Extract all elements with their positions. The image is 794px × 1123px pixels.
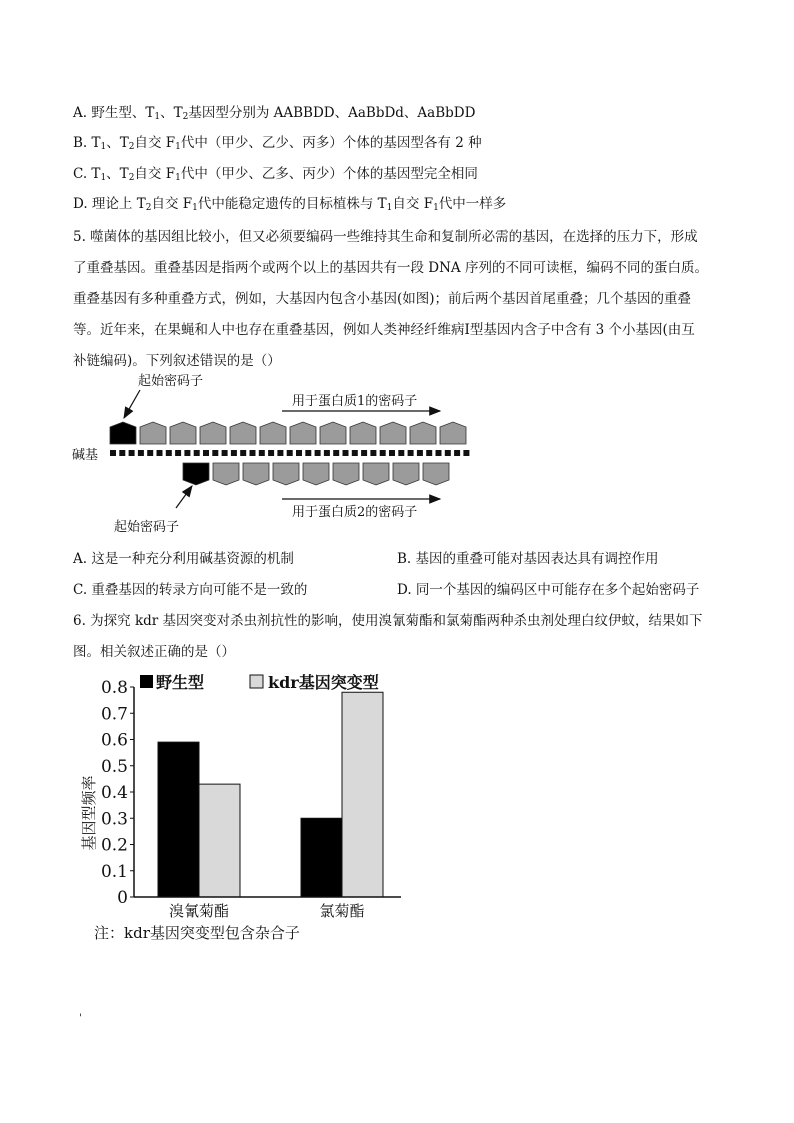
bottom-codon	[303, 463, 329, 485]
base-square	[380, 450, 386, 456]
y-tick-label: 0.4	[100, 783, 128, 803]
base-square	[426, 450, 432, 456]
q5-option-d: D. 同一个基因的编码区中可能存在多个起始密码子	[397, 582, 700, 598]
y-axis-ticks	[101, 678, 134, 908]
bar-kdr-mutant-1	[342, 692, 383, 897]
base-square	[408, 450, 414, 456]
bar-wild-type-1	[301, 818, 342, 897]
y-tick-label: 0.2	[100, 835, 128, 856]
q4-option-a: A. 野生型、$T_1$、$T_2$基因型分别为 AABBDD、AaBbDd、AaBbDD	[73, 105, 476, 122]
start-codon-top-label: 起始密码子	[138, 374, 204, 389]
footer-mark: '	[79, 1013, 82, 1024]
base-square	[166, 450, 172, 456]
y-tick-label: 0.7	[100, 704, 128, 725]
protein1-codon-label: 用于蛋白质1的密码子	[292, 394, 418, 409]
bar-wild-type-0	[158, 742, 199, 897]
base-square	[259, 450, 265, 456]
base-square	[445, 450, 451, 456]
start-codon-top-pointer	[124, 390, 140, 418]
q4-option-b: B. $T_1$、$T_2$自交 $F_1$代中（甲少、乙少、丙多）个体的基因型各有 2 种	[73, 135, 482, 152]
base-square	[333, 450, 339, 456]
top-codon	[440, 422, 466, 444]
chart-note: 注：kdr基因突变型包含杂合子	[94, 924, 300, 942]
base-square	[212, 450, 218, 456]
base-square	[147, 450, 153, 456]
top-codon	[230, 422, 256, 444]
base-square	[184, 450, 190, 456]
base-square	[296, 450, 302, 456]
x-category-label: 氯菊酯	[319, 902, 365, 920]
x-category-label: 溴氰菊酯	[168, 902, 230, 920]
top-start-codon	[110, 422, 136, 444]
base-square	[194, 450, 200, 456]
base-square	[203, 450, 209, 456]
bottom-codon	[393, 463, 419, 485]
y-axis-title: 基因型频率	[80, 775, 98, 851]
base-square	[222, 450, 228, 456]
q5-option-a: A. 这是一种充分利用碱基资源的机制	[73, 551, 294, 567]
bottom-codon	[213, 463, 239, 485]
protein2-codon-label: 用于蛋白质2的密码子	[292, 505, 418, 520]
bottom-codon	[243, 463, 269, 485]
base-square	[250, 450, 256, 456]
q5-stem-line-4: 等。近年来，在果蝇和人中也存在重叠基因，例如人类神经纤维病Ⅰ型基因内含子中含有 3 个小基因(由互	[73, 322, 695, 338]
base-square	[324, 450, 330, 456]
y-tick-label: 0.6	[100, 730, 128, 751]
bar-kdr-mutant-0	[199, 784, 240, 897]
bases-label: 碱基	[72, 448, 99, 463]
base-square	[157, 450, 163, 456]
top-codon	[350, 422, 376, 444]
base-square	[110, 450, 116, 456]
overlapping-gene-diagram	[70, 358, 480, 538]
q5-stem-line-5: 补链编码)。下列叙述错误的是（）	[73, 353, 281, 369]
base-row	[110, 450, 469, 456]
top-codon	[410, 422, 436, 444]
base-square	[454, 450, 460, 456]
y-tick-label: 0.3	[100, 809, 128, 830]
top-codon	[380, 422, 406, 444]
q6-stem-line-1: 6. 为探究 kdr 基因突变对杀虫剂抗性的影响，使用溴氰菊酯和氯菊酯两种杀虫剂处理白纹伊蚊，结果如下	[73, 613, 703, 629]
q5-option-b: B. 基因的重叠可能对基因表达具有调控作用	[397, 551, 659, 567]
start-codon-bottom-pointer	[176, 486, 192, 508]
base-square	[352, 450, 358, 456]
x-axis-labels	[169, 902, 365, 920]
q4-option-d: D. 理论上 $T_2$自交 $F_1$代中能稳定遗传的目标植株与 $T_1$自交 $F_1$代中一样多	[73, 196, 507, 213]
base-square	[315, 450, 321, 456]
base-square	[175, 450, 181, 456]
base-square	[277, 450, 283, 456]
top-codon	[140, 422, 166, 444]
base-square	[417, 450, 423, 456]
base-square	[119, 450, 125, 456]
y-tick-label: 0	[117, 888, 128, 908]
bottom-codon	[273, 463, 299, 485]
top-codon	[170, 422, 196, 444]
chart-legend	[140, 673, 379, 692]
protein1-codon-row	[110, 422, 466, 444]
start-codon-bottom-label: 起始密码子	[114, 520, 180, 535]
q5-option-c: C. 重叠基因的转录方向可能不是一致的	[73, 582, 308, 598]
base-square	[398, 450, 404, 456]
y-tick-label: 0.8	[100, 678, 128, 698]
base-square	[305, 450, 311, 456]
base-square	[463, 450, 469, 456]
bottom-start-codon	[183, 463, 209, 485]
top-codon	[290, 422, 316, 444]
bar-marks	[158, 692, 383, 897]
bottom-codon	[333, 463, 359, 485]
bottom-codon	[423, 463, 449, 485]
protein2-codon-row	[183, 463, 449, 485]
legend-swatch-kdr-mutant	[250, 675, 263, 688]
genotype-frequency-chart	[74, 665, 414, 950]
base-square	[436, 450, 442, 456]
base-square	[389, 450, 395, 456]
bottom-codon	[363, 463, 389, 485]
q5-stem-line-1: 5. 噬菌体的基因组比较小，但又必须要编码一些维持其生命和复制所必需的基因，在选择的压力下，形成	[73, 229, 698, 245]
legend-label-kdr-mutant: kdr基因突变型	[268, 673, 379, 692]
y-tick-label: 0.5	[100, 756, 128, 777]
top-codon	[200, 422, 226, 444]
base-square	[138, 450, 144, 456]
base-square	[343, 450, 349, 456]
q4-option-c: C. $T_1$、$T_2$自交 $F_1$代中（甲少、乙多、丙少）个体的基因型完全相同	[73, 166, 478, 183]
base-square	[370, 450, 376, 456]
base-square	[129, 450, 135, 456]
base-square	[361, 450, 367, 456]
q5-stem-line-2: 了重叠基因。重叠基因是指两个或两个以上的基因共有一段 DNA 序列的不同可读框，编码不同的蛋白质。	[73, 260, 708, 276]
legend-label-wild-type: 野生型	[156, 673, 205, 692]
top-codon	[260, 422, 286, 444]
top-codon	[320, 422, 346, 444]
base-square	[268, 450, 274, 456]
q6-stem-line-2: 图。相关叙述正确的是（）	[73, 644, 235, 660]
base-square	[231, 450, 237, 456]
base-square	[287, 450, 293, 456]
y-tick-label: 0.1	[100, 861, 128, 882]
legend-swatch-wild-type	[140, 675, 153, 688]
base-square	[240, 450, 246, 456]
q5-stem-line-3: 重叠基因有多种重叠方式，例如，大基因内包含小基因(如图)；前后两个基因首尾重叠；几个基因的重叠	[73, 291, 692, 307]
